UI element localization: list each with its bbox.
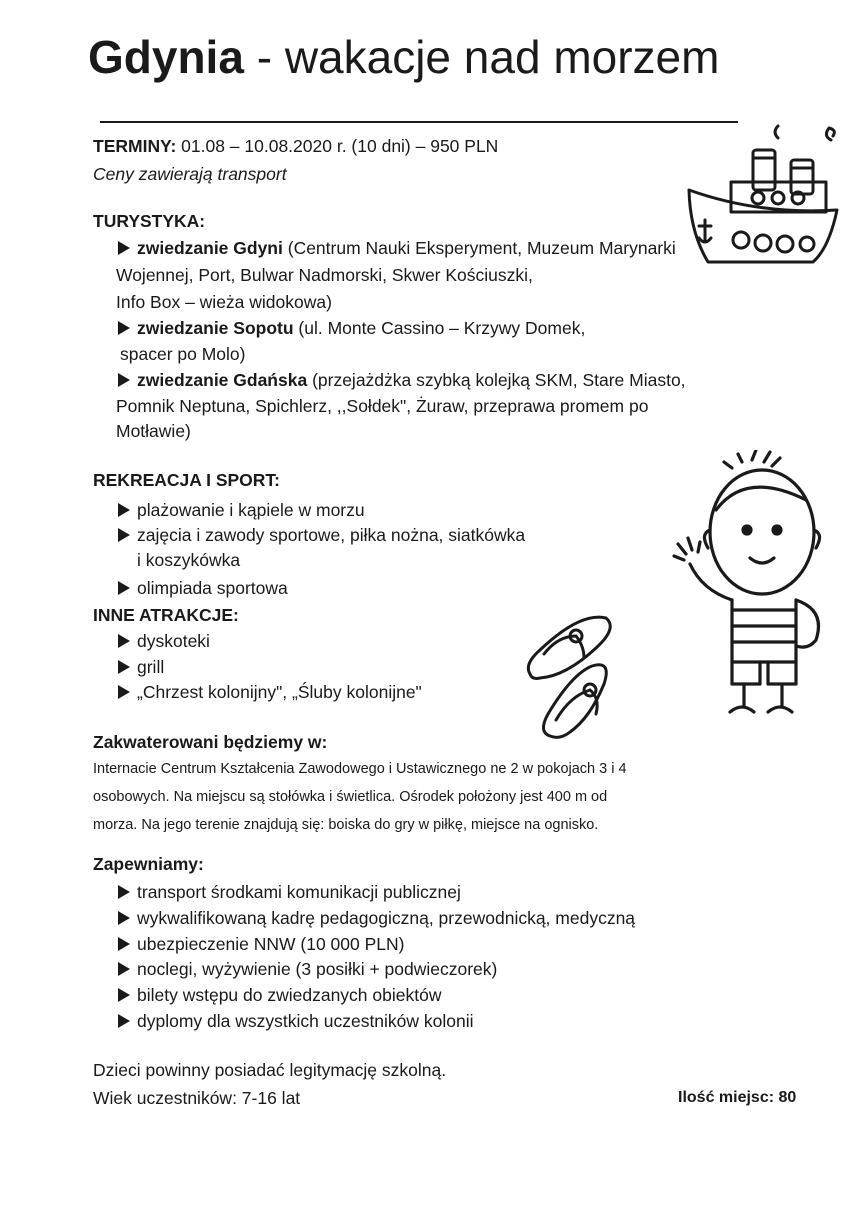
tourism-gdansk-3: Motławie)	[116, 421, 191, 441]
accommodation-text-2: osobowych. Na miejscu są stołówka i świetlica. Ośrodek położony jest 400 m od	[93, 789, 608, 805]
accommodation-text-1: Internacie Centrum Kształcenia Zawodowego i Ustawicznego ne 2 w pokojach 3 i 4	[93, 761, 627, 777]
other-item: „Chrzest kolonijny", „Śluby kolonijne"	[118, 684, 422, 702]
bullet-triangle-icon	[118, 885, 130, 899]
title-divider	[100, 121, 738, 123]
page-title: Gdynia - wakacje nad morzem	[88, 31, 720, 83]
provide-item: ubezpieczenie NNW (10 000 PLN)	[118, 936, 405, 954]
id-card-note: Dzieci powinny posiadać legitymację szkolną.	[93, 1060, 447, 1080]
other-item: dyskoteki	[118, 633, 210, 651]
bullet-triangle-icon	[118, 528, 130, 542]
recreation-item: plażowanie i kąpiele w morzu	[118, 502, 365, 520]
tourism-heading: TURYSTYKA:	[93, 211, 206, 231]
provide-item: noclegi, wyżywienie (3 posiłki + podwieczorek)	[118, 961, 497, 979]
tourism-gdynia-3: Info Box – wieża widokowa)	[116, 292, 332, 312]
boy-illustration	[672, 450, 847, 720]
ship-illustration	[683, 120, 843, 270]
recreation-item-cont: i koszykówka	[137, 550, 241, 570]
tourism-gdynia-2: Wojennej, Port, Bulwar Nadmorski, Skwer Kościuszki,	[116, 265, 533, 285]
bullet-triangle-icon	[118, 660, 130, 674]
recreation-heading: REKREACJA I SPORT:	[93, 470, 281, 490]
places-count: Ilość miejsc: 80	[678, 1089, 797, 1106]
bullet-triangle-icon	[118, 581, 130, 595]
provide-item: dyplomy dla wszystkich uczestników kolonii	[118, 1013, 474, 1031]
tourism-gdansk: zwiedzanie Gdańska (przejażdżka szybką kolejką SKM, Stare Miasto,	[118, 372, 686, 390]
bullet-triangle-icon	[118, 685, 130, 699]
bullet-triangle-icon	[118, 1014, 130, 1028]
bullet-triangle-icon	[118, 962, 130, 976]
provide-item: bilety wstępu do zwiedzanych obiektów	[118, 987, 441, 1005]
bullet-triangle-icon	[118, 503, 130, 517]
flip-flops-illustration	[520, 612, 620, 742]
provide-heading: Zapewniamy:	[93, 854, 204, 874]
bullet-triangle-icon	[118, 937, 130, 951]
provide-item: wykwalifikowaną kadrę pedagogiczną, przewodnicką, medyczną	[118, 910, 635, 928]
bullet-triangle-icon	[118, 373, 130, 387]
tourism-gdansk-2: Pomnik Neptuna, Spichlerz, ,,Sołdek", Żuraw, przeprawa promem po	[116, 396, 649, 416]
bullet-triangle-icon	[118, 241, 130, 255]
other-heading: INNE ATRAKCJE:	[93, 605, 239, 625]
age-info: Wiek uczestników: 7-16 lat	[93, 1088, 301, 1108]
provide-item: transport środkami komunikacji publicznej	[118, 884, 461, 902]
terms-note: Ceny zawierają transport	[93, 164, 287, 184]
bullet-triangle-icon	[118, 988, 130, 1002]
bullet-triangle-icon	[118, 634, 130, 648]
recreation-item: olimpiada sportowa	[118, 580, 288, 598]
tourism-gdynia: zwiedzanie Gdyni (Centrum Nauki Eksperyment, Muzeum Marynarki	[118, 240, 676, 258]
bullet-triangle-icon	[118, 911, 130, 925]
accommodation-text-3: morza. Na jego terenie znajdują się: boiska do gry w piłkę, miejsce na ognisko.	[93, 817, 599, 833]
other-item: grill	[118, 659, 164, 677]
tourism-sopot-2: spacer po Molo)	[120, 344, 246, 364]
accommodation-heading: Zakwaterowani będziemy w:	[93, 732, 328, 752]
bullet-triangle-icon	[118, 321, 130, 335]
tourism-sopot: zwiedzanie Sopotu (ul. Monte Cassino – Krzywy Domek,	[118, 320, 585, 338]
recreation-item: zajęcia i zawody sportowe, piłka nożna, siatkówka	[118, 527, 525, 545]
terms-line: TERMINY: 01.08 – 10.08.2020 r. (10 dni) – 950 PLN	[93, 136, 499, 156]
